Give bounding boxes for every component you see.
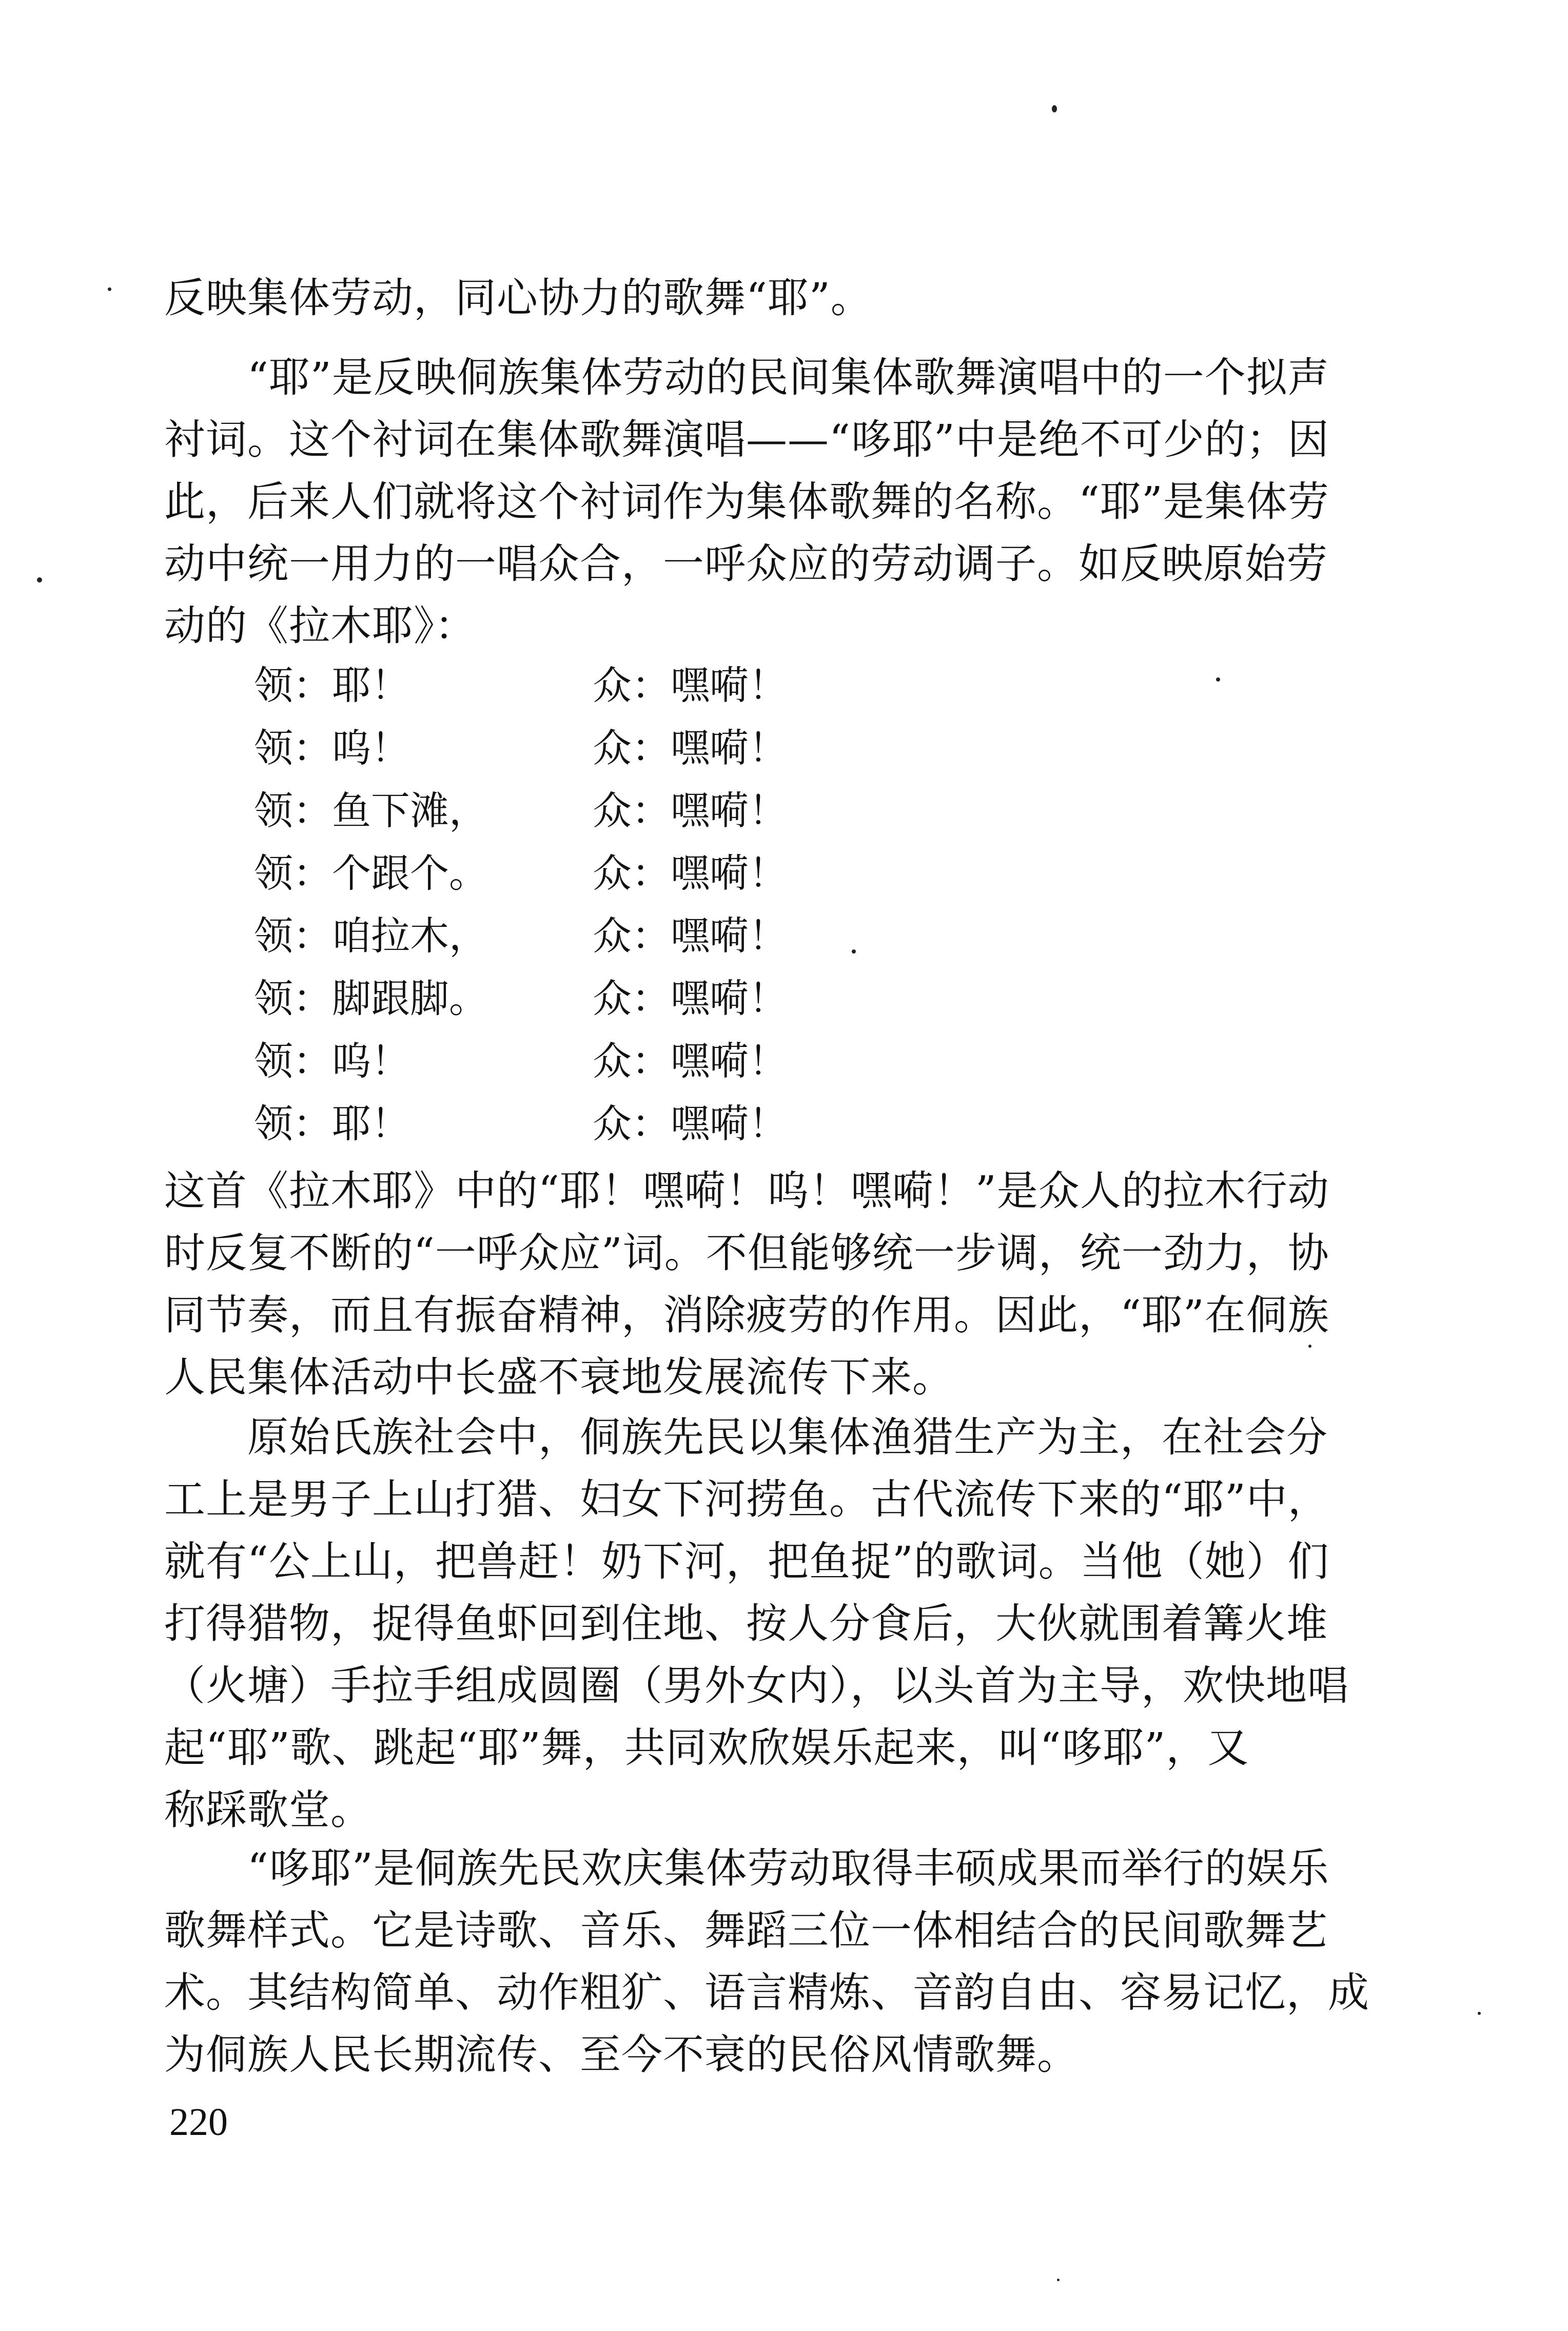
lyric-lead: 领：咱拉木， — [254, 913, 488, 959]
text-line: 术。其结构简单、动作粗犷、语言精炼、音韵自由、容易记忆，成 — [164, 1969, 1369, 2016]
scan-speck — [1308, 1345, 1311, 1348]
page-number: 220 — [169, 2101, 228, 2144]
text-line: 人民集体活动中长盛不衰地发展流传下来。 — [164, 1353, 954, 1401]
lyric-lead: 领：鱼下滩， — [254, 788, 488, 833]
text-line: 动的《拉木耶》： — [164, 602, 476, 650]
text-line: 衬词。这个衬词在集体歌舞演唱——“哆耶”中是绝不可少的；因 — [164, 416, 1329, 463]
text-line: （火塘）手拉手组成圆圈（男外女内），以头首为主导，欢快地唱 — [164, 1662, 1349, 1710]
lyric-lead: 领：呜！ — [254, 725, 410, 771]
text-line: 工上是男子上山打猎、妇女下河捞鱼。古代流传下来的“耶”中， — [164, 1475, 1329, 1523]
lyric-crowd: 众：嘿嗬！ — [593, 850, 788, 896]
lyric-crowd: 众：嘿嗬！ — [593, 913, 788, 959]
scan-speck — [1052, 105, 1057, 112]
lyric-crowd: 众：嘿嗬！ — [593, 725, 788, 771]
text-line: 原始氏族社会中，侗族先民以集体渔猎生产为主，在社会分 — [164, 1413, 1328, 1461]
text-line: 动中统一用力的一唱众合，一呼众应的劳动调子。如反映原始劳 — [164, 540, 1328, 588]
paragraph-5 — [164, 1837, 1375, 2086]
lyric-crowd: 众：嘿嗬！ — [593, 1101, 788, 1147]
lyric-lead: 领：耶！ — [254, 663, 410, 708]
text-line: 时反复不断的“一呼众应”词。不但能够统一步调，统一劲力，协 — [164, 1229, 1329, 1277]
paragraph-4 — [164, 1406, 1375, 1841]
text-line: 此，后来人们就将这个衬词作为集体歌舞的名称。“耶”是集体劳 — [164, 478, 1329, 526]
lyric-lead: 领：耶！ — [254, 1101, 410, 1147]
text-line: 起“耶”歌、跳起“耶”舞，共同欢欣娱乐起来，叫“哆耶”，又 — [164, 1724, 1249, 1772]
lyric-crowd: 众：嘿嗬！ — [593, 788, 788, 833]
lyric-crowd: 众：嘿嗬！ — [593, 1038, 788, 1084]
lyric-lead: 领：脚跟脚。 — [254, 976, 488, 1021]
lyric-crowd: 众：嘿嗬！ — [593, 976, 788, 1021]
text-line: 反映集体劳动，同心协力的歌舞“耶”。 — [164, 274, 872, 322]
paragraph-3 — [164, 1160, 1375, 1408]
scan-speck — [1478, 2012, 1481, 2015]
lyric-crowd: 众：嘿嗬！ — [593, 663, 788, 708]
text-line: “哆耶”是侗族先民欢庆集体劳动取得丰硕成果而举行的娱乐 — [164, 1844, 1329, 1892]
lyric-lead: 领：个跟个。 — [254, 850, 488, 896]
text-line: 为侗族人民长期流传、至今不衰的民俗风情歌舞。 — [164, 2031, 1079, 2079]
text-line: 打得猎物，捉得鱼虾回到住地、按人分食后，大伙就围着篝火堆 — [164, 1600, 1328, 1647]
text-line: “耶”是反映侗族集体劳动的民间集体歌舞演唱中的一个拟声 — [164, 354, 1329, 401]
paragraph-2 — [164, 346, 1375, 657]
scan-speck — [37, 577, 42, 582]
text-line: 就有“公上山，把兽赶！奶下河，把鱼捉”的歌词。当他（她）们 — [164, 1538, 1329, 1585]
scan-speck — [852, 949, 856, 954]
text-line: 称踩歌堂。 — [164, 1786, 372, 1834]
text-line: 歌舞样式。它是诗歌、音乐、舞蹈三位一体相结合的民间歌舞艺 — [164, 1907, 1328, 1954]
lyric-lead: 领：呜！ — [254, 1038, 410, 1084]
scan-speck — [1057, 2279, 1060, 2281]
text-line: 这首《拉木耶》中的“耶！嘿嗬！呜！嘿嗬！”是众人的拉木行动 — [164, 1167, 1329, 1215]
scan-speck — [108, 287, 111, 291]
paragraph-1 — [164, 267, 1375, 329]
scan-speck — [1216, 677, 1220, 682]
text-line: 同节奏，而且有振奋精神，消除疲劳的作用。因此，“耶”在侗族 — [164, 1291, 1329, 1339]
